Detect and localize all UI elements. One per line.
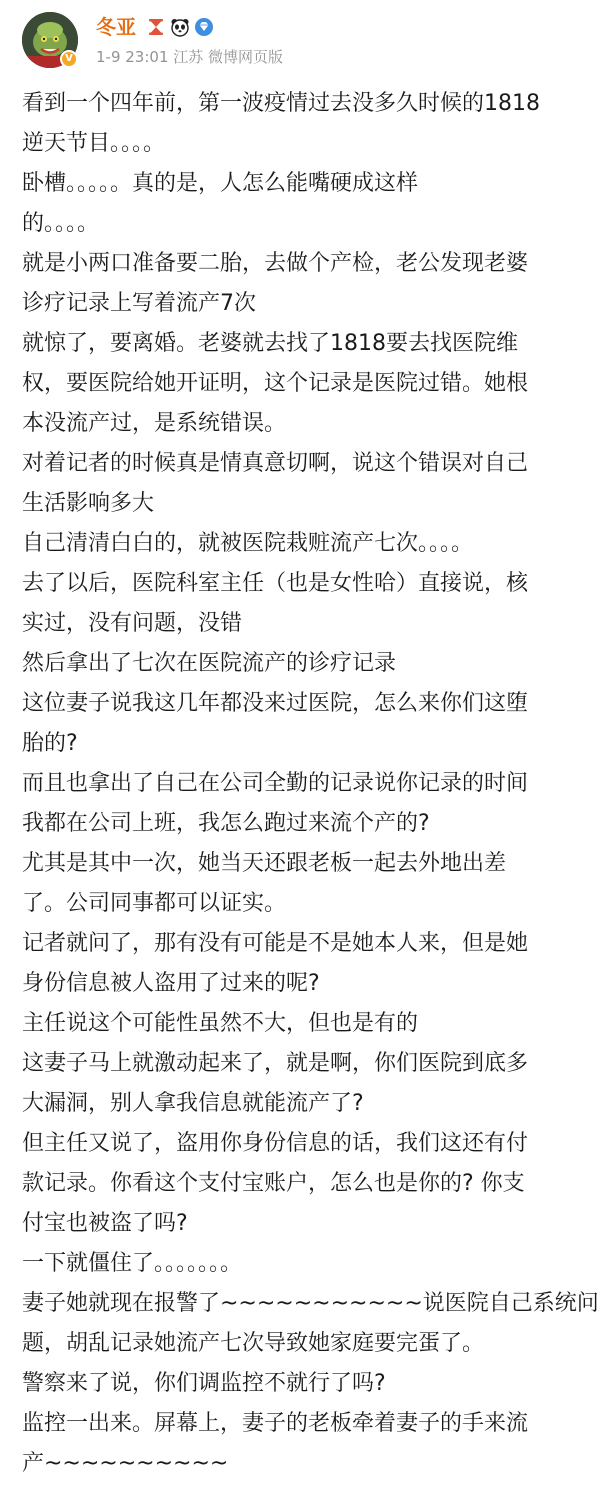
post-text-line: 逆天节目。。。。 [22,131,166,156]
post-text-line: 题，胡乱记录她流产七次导致她家庭要完蛋了。 [22,1331,485,1356]
post-text-line: 本没流产过，是系统错误。 [22,411,287,436]
post-text-line: 卧槽。。。。。真的是，人怎么能嘴硬成这样 [22,171,419,196]
post-text-line: 自己清清白白的，就被医院栽赃流产七次。。。。 [22,531,474,556]
post-header [0,0,600,80]
post-meta: 1-9 23:01 江苏 微博网页版 [96,48,284,66]
post-text-line: 产~~~~~~~~~~ [22,1451,229,1476]
post-text-line: 就惊了，要离婚。老婆就去找了1818要去找医院维 [22,331,518,356]
post-text-line: 我都在公司上班，我怎么跑过来流个产的? [22,811,430,836]
verified-diamond-icon [194,17,214,37]
post-text-line: 这位妻子说我这几年都没来过医院，怎么来你们这堕 [22,691,529,716]
post-text-line: 记者就问了，那有没有可能是不是她本人来，但是她 [22,931,529,956]
post-text-line: 款记录。你看这个支付宝账户，怎么也是你的? 你支 [22,1171,525,1196]
panda-icon [170,17,190,37]
author-icons [146,14,214,40]
hourglass-icon [146,17,166,37]
post-content [22,84,599,1484]
post-text-line: 妻子她就现在报警了~~~~~~~~~~~说医院自己系统问 [22,1291,599,1316]
post-text-line: 生活影响多大 [22,491,155,516]
post-text-line: 付宝也被盗了吗? [22,1211,188,1236]
post-text-line: 看到一个四年前，第一波疫情过去没多久时候的1818 [22,91,540,116]
post-text-line: 而且也拿出了自己在公司全勤的记录说你记录的时间 [22,771,529,796]
post-text-line: 就是小两口准备要二胎，去做个产检，老公发现老婆 [22,251,529,276]
post-text-line: 这妻子马上就激动起来了，就是啊，你们医院到底多 [22,1051,529,1076]
post-text-line: 尤其是其中一次，她当天还跟老板一起去外地出差 [22,851,507,876]
post-text-line: 监控一出来。屏幕上，妻子的老板牵着妻子的手来流 [22,1411,529,1436]
post-text-line: 去了以后，医院科室主任（也是女性哈）直接说，核 [22,571,529,596]
author-name[interactable]: 冬亚 [96,15,136,39]
post-text-line: 诊疗记录上写着流产7次 [22,291,256,316]
post-text-line: 实过，没有问题，没错 [22,611,243,636]
post-text-line: 然后拿出了七次在医院流产的诊疗记录 [22,651,397,676]
post-text-line: 的。。。。 [22,211,100,236]
post-text-line: 了。公司同事都可以证实。 [22,891,287,916]
post-text-line: 大漏洞，别人拿我信息就能流产了? [22,1091,364,1116]
post-text-line: 身份信息被人盗用了过来的呢? [22,971,320,996]
post-text-line: 一下就僵住了。。。。。。。 [22,1251,243,1276]
post-text-line: 对着记者的时候真是情真意切啊，说这个错误对自己 [22,451,529,476]
post-text-line: 主任说这个可能性虽然不大，但也是有的 [22,1011,419,1036]
post-text-line: 但主任又说了，盗用你身份信息的话，我们这还有付 [22,1131,529,1156]
post-text-line: 胎的? [22,731,78,756]
post-text-line: 警察来了说，你们调监控不就行了吗? [22,1371,386,1396]
post-text-line: 权，要医院给她开证明，这个记录是医院过错。她根 [22,371,529,396]
avatar-vip-badge-icon: V [60,50,78,68]
